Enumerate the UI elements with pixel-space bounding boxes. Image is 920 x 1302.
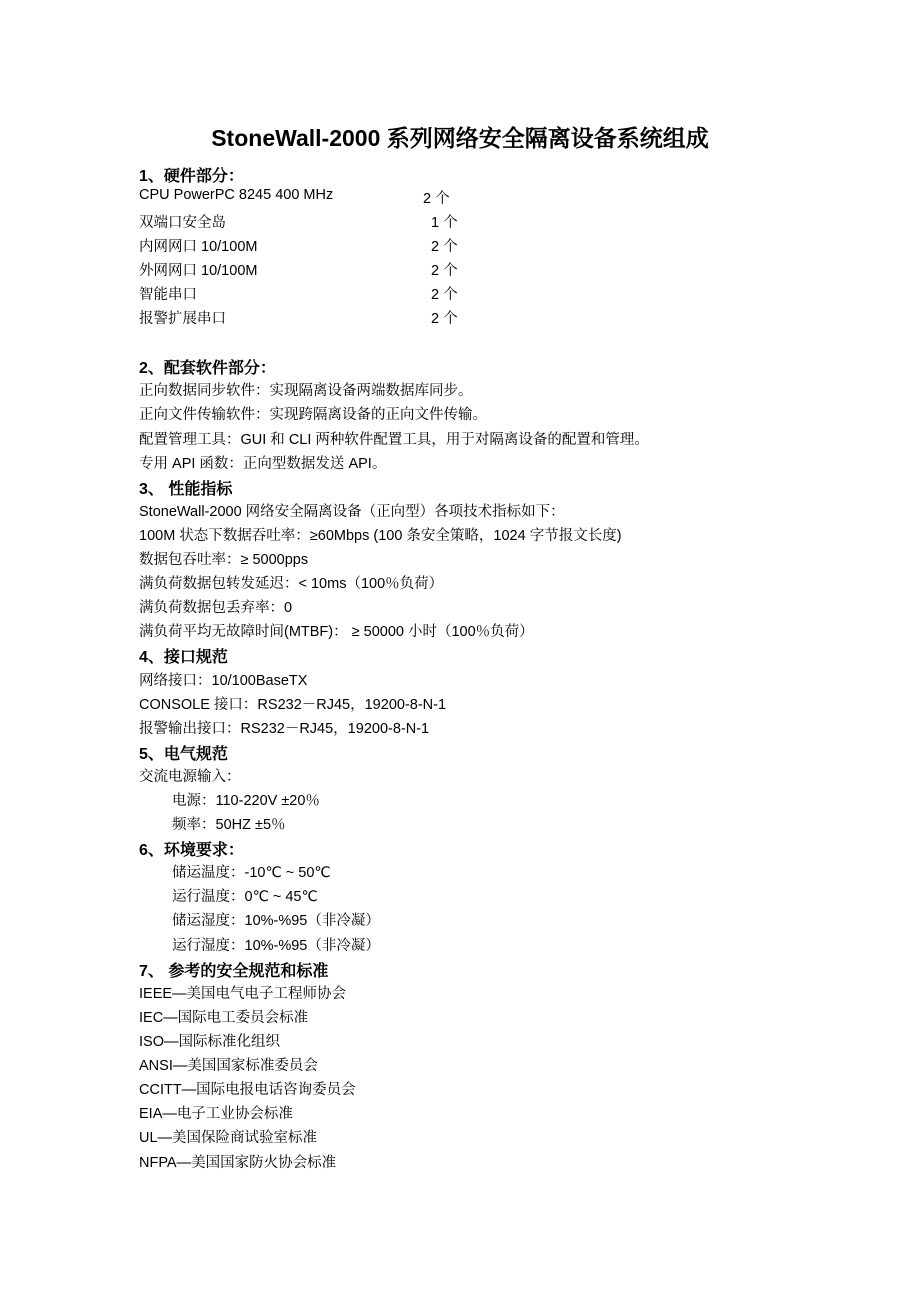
section-interface-heading: 4、接口规范 (139, 649, 228, 666)
hardware-item-name: 外网网口 10/100M (139, 263, 258, 279)
interface-line: 网络接口：10/100BaseTX (139, 673, 308, 689)
section-standards-heading: 7、 参考的安全规范和标准 (139, 963, 329, 980)
standard-line: CCITT—国际电报电话咨询委员会 (139, 1082, 356, 1098)
standard-line: EIA—电子工业协会标准 (139, 1106, 293, 1122)
document-title: StoneWall-2000 系列网络安全隔离设备系统组成 (211, 125, 709, 151)
standard-line: ISO—国际标准化组织 (139, 1034, 280, 1050)
software-line: 正向数据同步软件：实现隔离设备两端数据库同步。 (139, 383, 473, 399)
standard-line: IEC—国际电工委员会标准 (139, 1010, 309, 1026)
section-hardware-heading: 1、硬件部分： (139, 168, 244, 185)
hardware-item-name: 内网网口 10/100M (139, 239, 258, 255)
hardware-item-name: CPU PowerPC 8245 400 MHz (139, 187, 334, 203)
software-line: 专用 API 函数：正向型数据发送 API。 (139, 456, 387, 472)
performance-line: 数据包吞吐率：≥ 5000pps (139, 552, 309, 568)
environment-line: 储运湿度：10%-%95（非冷凝） (172, 913, 380, 929)
electrical-line: 频率：50HZ ±5％ (172, 817, 286, 833)
performance-line: 100M 状态下数据吞吐率：≥60Mbps (100 条安全策略，1024 字节报文长度) (139, 528, 622, 544)
hardware-item-qty: 2 个 (431, 311, 458, 327)
interface-line: CONSOLE 接口：RS232－RJ45，19200-8-N-1 (139, 697, 447, 713)
software-line: 正向文件传输软件：实现跨隔离设备的正向文件传输。 (139, 407, 487, 423)
electrical-intro: 交流电源输入： (139, 769, 241, 785)
hardware-item-name: 智能串口 (139, 287, 197, 303)
interface-line: 报警输出接口：RS232－RJ45，19200-8-N-1 (139, 721, 430, 737)
standard-line: ANSI—美国国家标准委员会 (139, 1058, 318, 1074)
standard-line: IEEE—美国电气电子工程师协会 (139, 986, 347, 1002)
hardware-item-qty: 1 个 (431, 215, 458, 231)
section-performance-heading: 3、 性能指标 (139, 481, 233, 498)
hardware-item-qty: 2 个 (431, 239, 458, 255)
performance-line: 满负荷数据包转发延迟：< 10ms（100％负荷） (139, 576, 444, 592)
software-line: 配置管理工具：GUI 和 CLI 两种软件配置工具，用于对隔离设备的配置和管理。 (139, 432, 649, 448)
standard-line: UL—美国保险商试验室标准 (139, 1130, 318, 1146)
environment-line: 运行温度：0℃ ~ 45℃ (172, 889, 318, 905)
performance-line: 满负荷数据包丢弃率：0 (139, 600, 293, 616)
section-electrical-heading: 5、电气规范 (139, 746, 228, 763)
section-software-heading: 2、配套软件部分： (139, 360, 276, 377)
hardware-item-qty: 2 个 (431, 287, 458, 303)
section-environment-heading: 6、环境要求： (139, 842, 244, 859)
standard-line: NFPA—美国国家防火协会标准 (139, 1155, 337, 1171)
performance-line: 满负荷平均无故障时间(MTBF)： ≥ 50000 小时（100％负荷） (139, 624, 534, 640)
hardware-item-qty: 2 个 (431, 263, 458, 279)
hardware-item-qty: 2 个 (423, 191, 450, 207)
environment-line: 运行湿度：10%-%95（非冷凝） (172, 938, 380, 954)
electrical-line: 电源：110-220V ±20％ (172, 793, 320, 809)
performance-line: StoneWall-2000 网络安全隔离设备（正向型）各项技术指标如下： (139, 504, 565, 520)
hardware-item-name: 双端口安全岛 (139, 215, 226, 231)
hardware-item-name: 报警扩展串口 (139, 311, 226, 327)
environment-line: 储运温度：-10℃ ~ 50℃ (172, 865, 331, 881)
